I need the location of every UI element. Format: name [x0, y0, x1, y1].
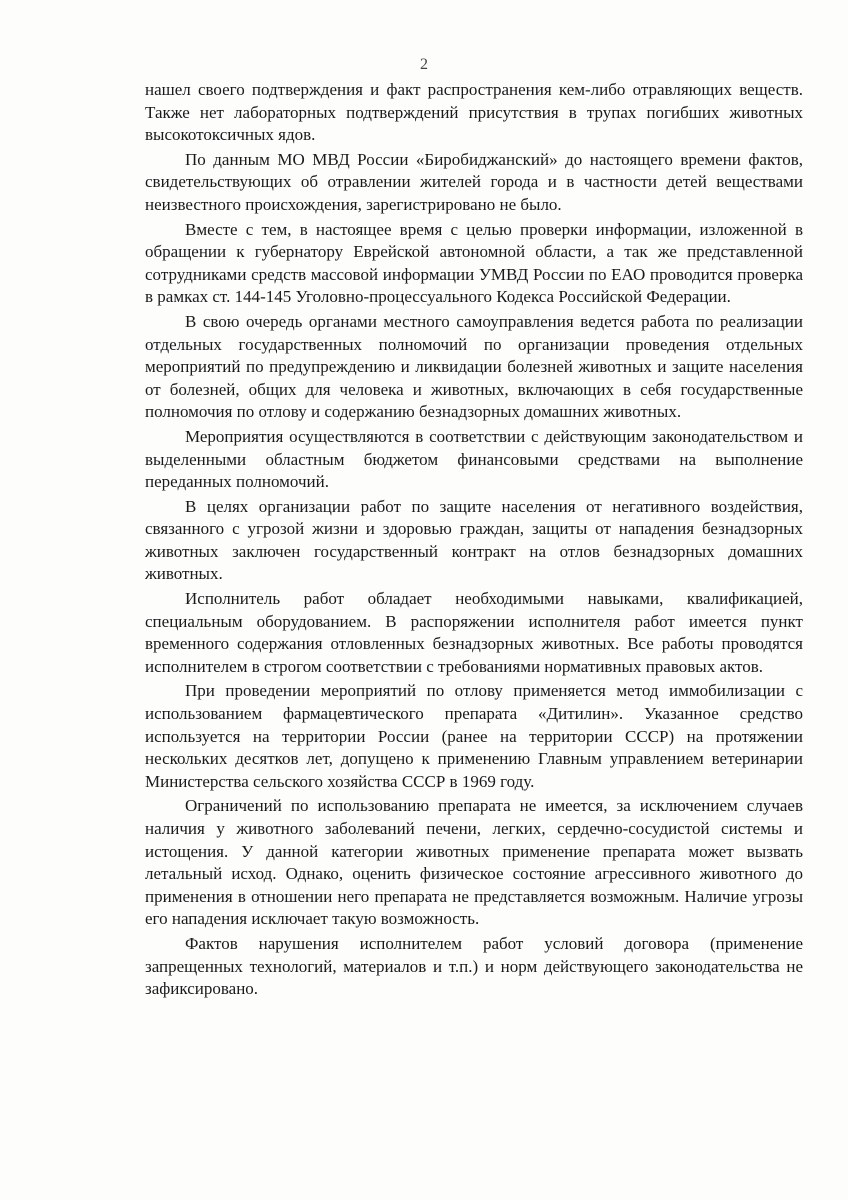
paragraph: Мероприятия осуществляются в соответствии с действующим законодательством и выделенными областным бюджетом финансовыми средствами на выполнение переданных полномочий. — [145, 426, 803, 492]
paragraph: По данным МО МВД России «Биробиджанский» до настоящего времени фактов, свидетельствующих об отравлении жителей города и в частности детей веществами неизвестного происхождения, зарегистрировано не было. — [145, 149, 803, 214]
paragraph: нашел своего подтверждения и факт распространения кем-либо отравляющих веществ. Также нет лабораторных подтверждений присутствия в трупах погибших животных высокотоксичных ядов. — [145, 80, 803, 145]
paragraph: Ограничений по использованию препарата не имеется, за исключением случаев наличия у животного заболеваний печени, легких, сердечно-сосудистой системы и истощения. У данной категории животных применение препарата может вызвать летальный исход. Однако, оценить физическое состояние агрессивного животного до применения в отношении него препарата не представляется возможным. Наличие угрозы его нападения исключает такую возможность. — [145, 796, 803, 929]
paragraph: В целях организации работ по защите населения от негативного воздействия, связанного с угрозой жизни и здоровью граждан, защиты от нападения безнадзорных животных заключен государственный контракт на отлов безнадзорных домашних животных. — [145, 496, 803, 584]
paragraph: При проведении мероприятий по отлову применяется метод иммобилизации с использованием фармацевтического препарата «Дитилин». Указанное средство используется на территории России (ранее на территории СССР) на протяжении нескольких десятков лет, допущено к применению Главным управлением ветеринарии Министерства сельского хозяйства СССР в 1969 году. — [145, 681, 803, 791]
paragraph: В свою очередь органами местного самоуправления ведется работа по реализации отдельных государственных полномочий по организации проведения отдельных мероприятий по предупреждению и ликвидации болезней животных и защите населения от болезней, общих для человека и животных, включающих в себя государственные полномочия по отлову и содержанию безнадзорных домашних животных. — [145, 311, 803, 422]
paragraph: Фактов нарушения исполнителем работ условий договора (применение запрещенных технологий, материалов и т.п.) и норм действующего законодательства не зафиксировано. — [145, 933, 803, 999]
paragraph: Вместе с тем, в настоящее время с целью проверки информации, изложенной в обращении к губернатору Еврейской автономной области, а так же представленной сотрудниками средств массовой информации УМВД России по ЕАО проводится проверка в рамках ст. 144-145 Уголовно-процессуального Кодекса Российской Федерации. — [145, 219, 803, 307]
page-number: 2 — [420, 56, 428, 73]
paragraph: Исполнитель работ обладает необходимыми навыками, квалификацией, специальным оборудованием. В распоряжении исполнителя работ имеется пункт временного содержания отловленных безнадзорных животных. Все работы проводятся исполнителем в строгом соответствии с требованиями нормативных правовых актов. — [145, 589, 803, 676]
document-body — [145, 79, 803, 1001]
